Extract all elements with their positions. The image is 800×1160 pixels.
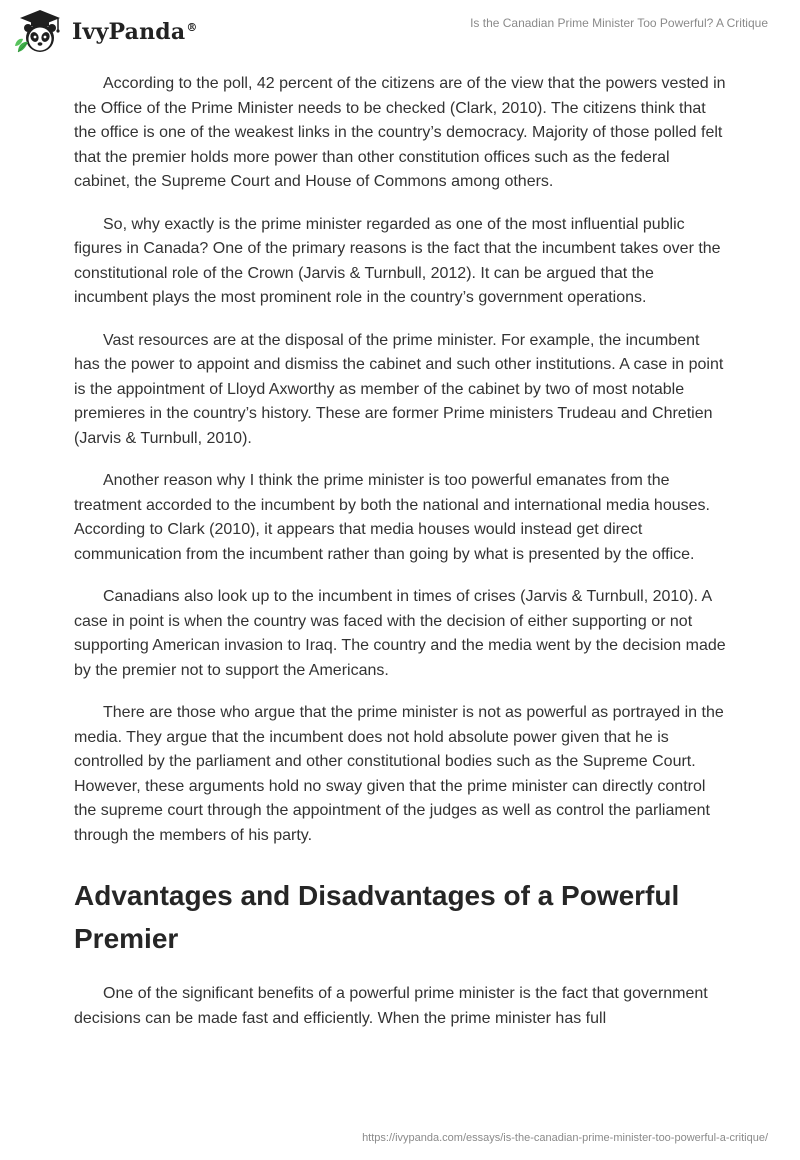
paragraph: Vast resources are at the disposal of the prime minister. For example, the incumbent has the power to appoint and dismiss the cabinet and such other institutions. A case in point is the appointment of Lloyd Axworthy as member of the cabinet by two of most notable premieres in the country’s history. These are former Prime ministers Trudeau and Chretien (Jarvis & Turnbull, 2010). <box>74 331 724 447</box>
logo-wordmark <box>72 19 198 45</box>
ivypanda-logo[interactable] <box>14 8 198 56</box>
paragraph: Canadians also look up to the incumbent in times of crises (Jarvis & Turnbull, 2010). A case in point is when the country was faced with the decision of either supporting or not supporting American invasion to Iraq. The country and the media went by the decision made by the premier not to support the Americans. <box>74 588 726 679</box>
page-header <box>0 0 800 66</box>
source-url[interactable]: https://ivypanda.com/essays/is-the-canadian-prime-minister-too-powerful-a-critique/ <box>362 1132 768 1144</box>
document-title: Is the Canadian Prime Minister Too Powerful? A Critique <box>470 16 768 30</box>
registered-mark: ® <box>186 20 198 34</box>
paragraph: Another reason why I think the prime minister is too powerful emanates from the treatment accorded to the incumbent by both the national and international media houses. According to Clark (2010), it appears that media houses would instead get direct communication from the incumbent rather than going by what is presented by the office. <box>74 472 710 563</box>
logo-text: IvyPanda <box>72 19 186 45</box>
paragraph: So, why exactly is the prime minister regarded as one of the most influential public figures in Canada? One of the primary reasons is the fact that the incumbent takes over the constitutional role of the Crown (Jarvis & Turnbull, 2012). It can be argued that the incumbent plays the most prominent role in the country’s government operations. <box>74 215 721 306</box>
paragraph: There are those who argue that the prime minister is not as powerful as portrayed in the media. They argue that the incumbent does not hold absolute power given that he is controlled by the parliament and other constitutional bodies such as the Supreme Court. However, these arguments hold no sway given that the prime minister can directly control the supreme court through the appointment of the judges as well as control the parliament through the members of his party. <box>74 704 724 844</box>
paragraph: One of the significant benefits of a powerful prime minister is the fact that government decisions can be made fast and efficiently. When the prime minister has full <box>74 985 708 1027</box>
paragraph: According to the poll, 42 percent of the citizens are of the view that the powers vested in the Office of the Prime Minister needs to be checked (Clark, 2010). The citizens think that the office is one of the weakest links in the country’s democracy. Majority of those polled felt that the premier holds more power than other constitution offices such as the federal cabinet, the Supreme Court and House of Commons among others. <box>74 75 726 190</box>
essay-content <box>74 72 729 1049</box>
panda-logo-icon <box>14 8 66 56</box>
section-heading: Advantages and Disadvantages of a Powerful Premier <box>74 880 680 954</box>
